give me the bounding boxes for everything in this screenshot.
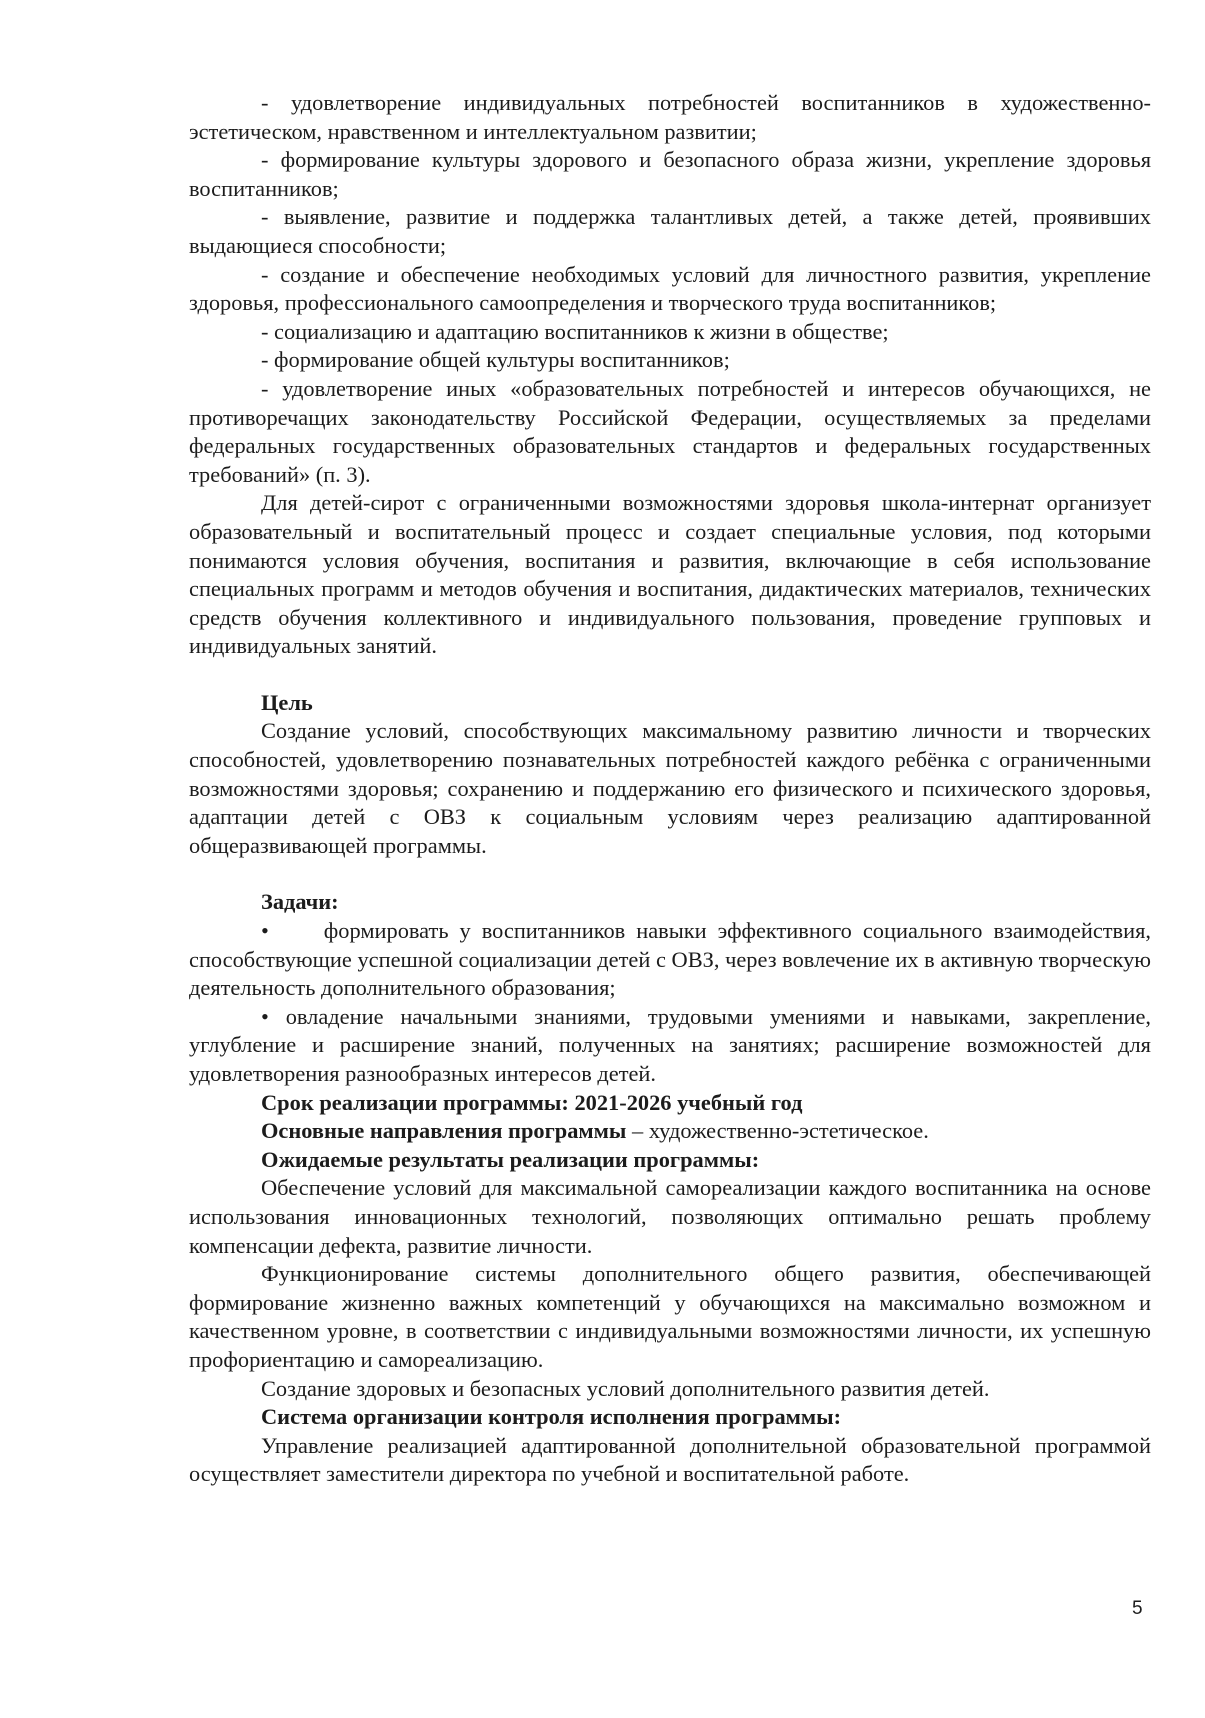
- list-item: - выявление, развитие и поддержка талантливых детей, а также детей, проявивших выдающиеся способности;: [189, 204, 1151, 258]
- page-number: 5: [1132, 1598, 1143, 1619]
- list-item: - формирование культуры здорового и безопасного образа жизни, укрепление здоровья воспитанников;: [189, 147, 1151, 201]
- term-line: Срок реализации программы: 2021-2026 учебный год: [261, 1089, 803, 1115]
- results-paragraph: Обеспечение условий для максимальной самореализации каждого воспитанника на основе использования инновационных технологий, позволяющих оптимально решать проблему компенсации дефекта, развитие личности.: [189, 1175, 1151, 1258]
- control-text: Управление реализацией адаптированной дополнительной образовательной программой осуществляет заместители директора по учебной и воспитательной работе.: [189, 1432, 1151, 1487]
- control-heading: Система организации контроля исполнения программы:: [261, 1404, 842, 1430]
- goal-heading: Цель: [261, 689, 313, 715]
- directions-value: – художественно-эстетическое.: [626, 1118, 929, 1144]
- directions-label: Основные направления программы: [261, 1118, 627, 1144]
- list-item: - создание и обеспечение необходимых условий для личностного развития, укрепление здоровья, профессионального самоопределения и творческого труда воспитанников;: [189, 261, 1151, 316]
- results-paragraph: Функционирование системы дополнительного общего развития, обеспечивающей формирование жизненно важных компетенций у обучающихся на максимально возможном и качественном уровне, в соответствии с индивидуальными возможностями личности, их успешную профориентацию и самореализацию.: [189, 1261, 1151, 1372]
- goal-text: Создание условий, способствующих максимальному развитию личности и творческих способностей, удовлетворению познавательных потребностей каждого ребёнка с ограниченными возможностями здоровья; сохранению и поддержанию его физического и психического здоровья, адаптации детей с ОВЗ к социальным условиям через реализацию адаптированной общеразвивающей программы.: [189, 718, 1151, 858]
- list-item: - удовлетворение индивидуальных потребностей воспитанников в художественно-эстетическом, нравственном и интеллектуальном развитии;: [189, 90, 1151, 144]
- tasks-heading: Задачи:: [261, 889, 339, 915]
- intro-paragraph: Для детей-сирот с ограниченными возможностями здоровья школа-интернат организует образовательный и воспитательный процесс и создает специальные условия, под которыми понимаются условия обучения, воспитания и развития, включающие в себя использование специальных программ и методов обучения и воспитания, дидактических материалов, технических средств обучения коллективного и индивидуального пользования, проведение групповых и индивидуальных занятий.: [189, 490, 1151, 659]
- results-heading: Ожидаемые результаты реализации программы:: [261, 1146, 760, 1172]
- list-item: - удовлетворение иных «образовательных потребностей и интересов обучающихся, не противоречащих законодательству Российской Федерации, осуществляемых за пределами федеральных государственных образовательных стандартов и федеральных государственных требований» (п. 3).: [189, 375, 1151, 487]
- directions-line: [189, 1117, 1151, 1146]
- task-item: • овладение начальными знаниями, трудовыми умениями и навыками, закрепление, углубление и расширение знаний, полученных на занятиях; расширение возможностей для удовлетворения разнообразных интересов детей.: [189, 1003, 1151, 1086]
- list-item: - социализацию и адаптацию воспитанников к жизни в обществе;: [261, 318, 889, 344]
- document-body: [189, 89, 1151, 1489]
- results-paragraph: Создание здоровых и безопасных условий дополнительного развития детей.: [261, 1375, 990, 1401]
- list-item: - формирование общей культуры воспитанников;: [261, 347, 730, 373]
- task-item: • формировать у воспитанников навыки эффективного социального взаимодействия, способствующие успешной социализации детей с ОВЗ, через вовлечение их в активную творческую деятельность дополнительного образования;: [189, 918, 1151, 1001]
